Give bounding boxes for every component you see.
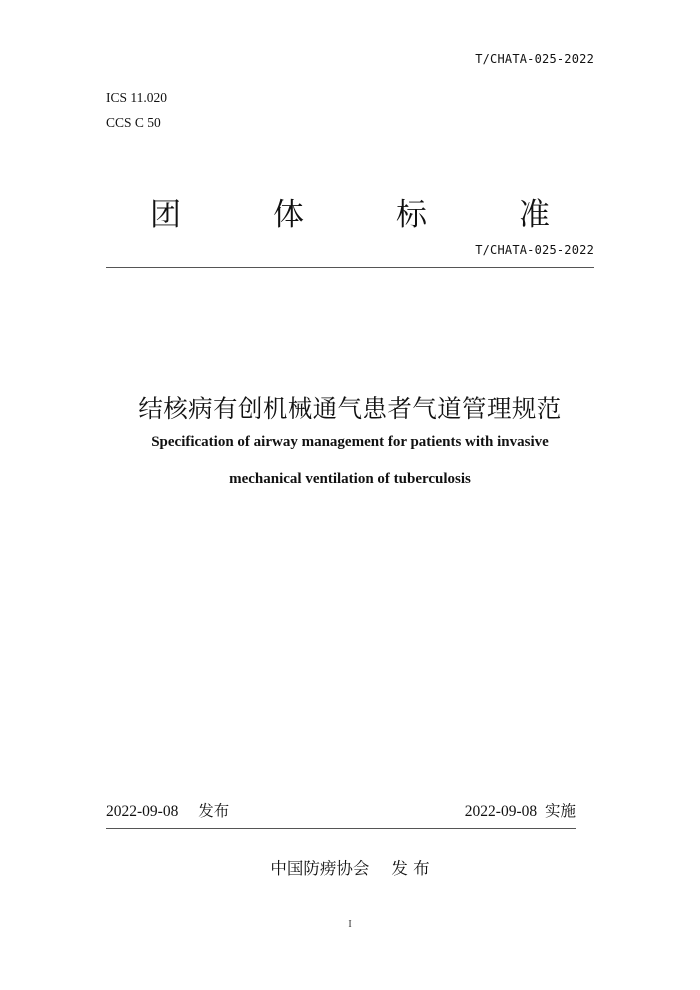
standard-type-char: 标 (396, 197, 427, 233)
standard-number: T/CHATA-025-2022 (475, 243, 594, 257)
effective-label: 实施 (544, 802, 576, 820)
issue-date-group (106, 799, 229, 821)
title-chinese: 结核病有创机械通气患者气道管理规范 (138, 394, 562, 423)
publisher-name: 中国防痨协会 (270, 859, 370, 878)
effective-date-group (465, 799, 576, 821)
publisher-line (0, 855, 700, 879)
title-english-line2: mechanical ventilation of tuberculosis (229, 471, 471, 487)
ics-code: ICS 11.020 (106, 90, 168, 105)
standard-type-title (150, 193, 550, 237)
title-english-line1: Specification of airway management for patients with invasive (151, 434, 549, 450)
standard-type-char: 体 (273, 197, 304, 233)
bottom-divider (106, 828, 576, 829)
ccs-code: CCS C 50 (106, 115, 161, 130)
publisher-action: 发 布 (391, 859, 430, 878)
standard-type-char: 准 (519, 197, 550, 233)
page-number: I (348, 919, 352, 930)
effective-date: 2022-09-08 (464, 803, 538, 820)
issue-label: 发布 (198, 802, 230, 820)
release-dates (106, 799, 576, 823)
top-divider (106, 267, 594, 268)
issue-date: 2022-09-08 (106, 803, 179, 820)
header-document-code: T/CHATA-025-2022 (475, 52, 594, 66)
standard-type-char: 团 (150, 197, 181, 233)
